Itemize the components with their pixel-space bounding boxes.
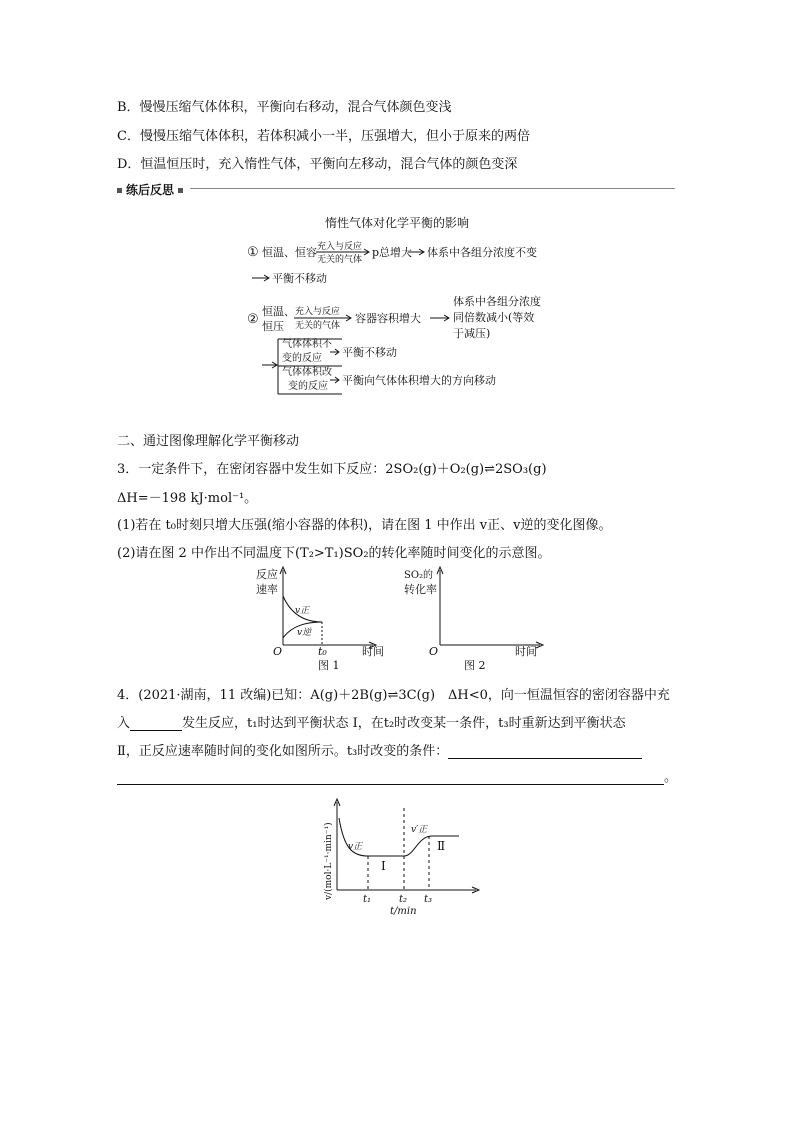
- fig2-ylabel-line2: 转化率: [404, 583, 437, 596]
- fig3-state-2: Ⅱ: [437, 839, 446, 853]
- diagram-step2-result2-line2: 同倍数减小(等效: [453, 311, 535, 324]
- diagram-branch1-bottom: 变的反应: [282, 353, 322, 364]
- q3-sub1: (1)若在 t₀时刻只增大压强(缩小容器的体积)，请在图 1 中作出 v正、v逆的变化图像。: [117, 518, 612, 533]
- option-c: C．慢慢压缩气体体积，若体积减小一半，压强增大，但小于原来的两倍: [117, 129, 530, 144]
- q4-line1: 4．(2021·湖南，11 改编)已知：A(g)＋2B(g)⇌3C(g) ΔH<0，向一恒温恒容的密闭容器中充: [117, 688, 670, 703]
- diagram-branch1-result: 平衡不移动: [342, 346, 397, 359]
- diagram-step2-marker: ②: [247, 312, 259, 327]
- diagram-step1-result2: 体系中各组分浓度不变: [427, 246, 537, 259]
- fig2-xlabel: 时间: [515, 645, 537, 658]
- q3-sub2: (2)请在图 2 中作出不同温度下(T₂>T₁)SO₂的转化率随时间变化的示意图。: [117, 546, 551, 561]
- diagram-step2-arrow-top: 充入与反应: [295, 307, 341, 317]
- fig3-t3: t₃: [424, 894, 433, 905]
- diagram-step2-condition-top: 恒温、: [262, 305, 295, 318]
- diagram-title: 惰性气体对化学平衡的影响: [324, 216, 469, 230]
- diagram-step2-result2-line3: 于减压): [453, 327, 491, 340]
- option-d: D．恒温恒压时，充入惰性气体，平衡向左移动，混合气体的颜色变深: [117, 157, 518, 172]
- diagram-step2-result: 容器容积增大: [355, 312, 421, 325]
- fig3-ylabel: v/(mol·L⁻¹·min⁻¹): [324, 822, 334, 900]
- q4-line2-rest: 发生反应，t₁时达到平衡状态 Ⅰ，在t₂时改变某一条件，t₃时重新达到平衡状态: [182, 716, 626, 731]
- fig1-v-forward-label: v正: [295, 606, 310, 616]
- fig2-ylabel-line1: SO₂的: [404, 570, 434, 581]
- fig1-origin: O: [273, 645, 283, 658]
- diagram-step1-arrow-bottom: 无关的气体: [317, 255, 363, 265]
- q3-line1: 3．一定条件下，在密闭容器中发生如下反应：2SO₂(g)＋O₂(g)⇌2SO₃(g): [117, 462, 547, 477]
- diagram-step2-arrow-bottom: 无关的气体: [295, 321, 341, 331]
- diagram-branch1-top: 气体体积不: [282, 339, 332, 350]
- diagram-step2-condition-bottom: 恒压: [262, 320, 284, 333]
- fig3-t2: t₂: [399, 894, 408, 905]
- section-reflect-label: 练后反思: [126, 183, 175, 197]
- diagram-step1-condition: 恒温、恒容: [262, 246, 317, 259]
- fig3-v-forward-label: v正: [348, 842, 363, 852]
- option-b: B．慢慢压缩气体体积，平衡向右移动，混合气体颜色变浅: [117, 100, 452, 115]
- fig3-v-forward-prime-label: v′正: [411, 825, 428, 835]
- fig1-xlabel: 时间: [362, 645, 384, 658]
- diagram-branch2-bottom: 变的反应: [288, 381, 328, 392]
- section2-heading: 二、通过图像理解化学平衡移动: [117, 434, 300, 449]
- fig2-caption: 图 2: [464, 659, 486, 672]
- q4-line3-text: Ⅱ，正反应速率随时间的变化如图所示。t₃时改变的条件：: [117, 744, 449, 759]
- fig3-xlabel: t/min: [390, 906, 417, 917]
- diagram-branch2-top: 气体体积改: [282, 367, 332, 378]
- fig3-t1: t₁: [363, 894, 372, 905]
- fig1-caption: 图 1: [318, 659, 340, 672]
- fig2-origin: O: [429, 645, 439, 658]
- diagram-step1-arrow-top: 充入与反应: [317, 242, 363, 252]
- fig1-ylabel-line2: 速率: [256, 583, 278, 596]
- diagram-step1-marker: ①: [247, 245, 259, 260]
- diagram-branch2-result: 平衡向气体体积增大的方向移动: [342, 374, 496, 387]
- fig1-v-reverse-label: v逆: [297, 628, 312, 638]
- diagram-step1-result: p总增大: [372, 246, 413, 259]
- q4-line2-start: 入: [117, 716, 131, 731]
- q3-line2: ΔH=－198 kJ·mol⁻¹。: [117, 491, 258, 506]
- q4-end-mark: 。: [664, 770, 678, 785]
- fig3-state-1: Ⅰ: [381, 859, 386, 873]
- fig1-ylabel-line1: 反应: [256, 568, 278, 581]
- diagram-step1-final: 平衡不移动: [272, 272, 327, 285]
- diagram-step2-result2-line1: 体系中各组分浓度: [453, 295, 541, 308]
- fig1-t0: t₀: [318, 645, 327, 658]
